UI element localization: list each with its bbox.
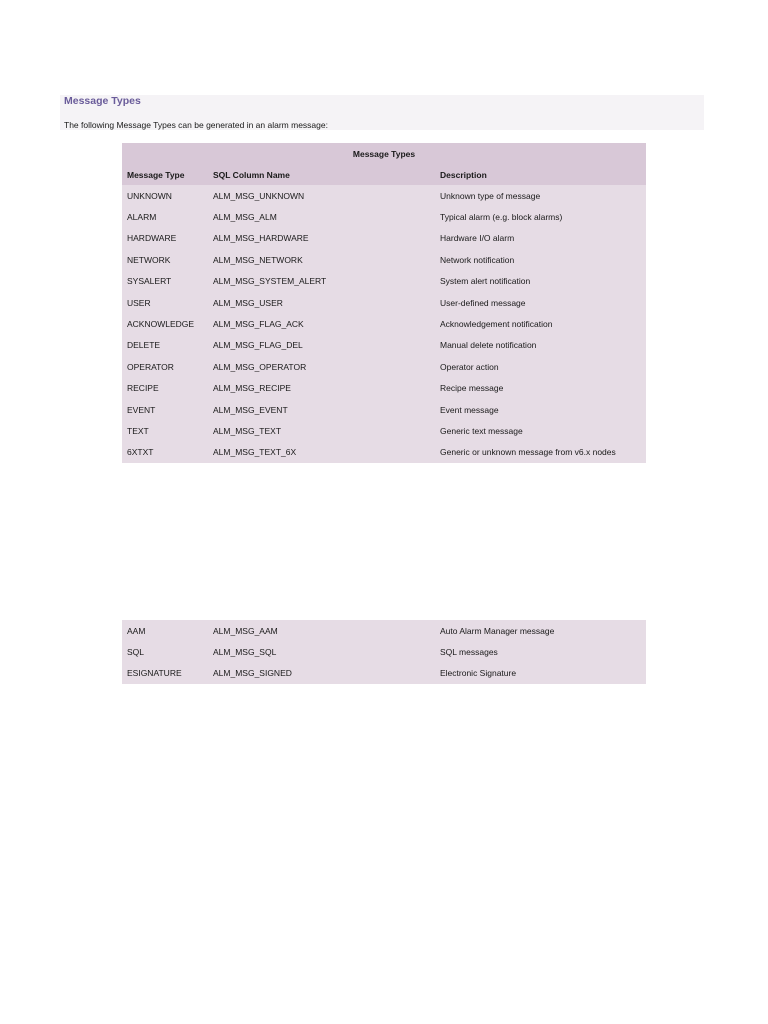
table-row — [122, 185, 646, 206]
message-types-table-continued — [122, 620, 646, 684]
table-row — [122, 206, 646, 227]
table-row — [122, 356, 646, 377]
cell-description: Hardware I/O alarm — [440, 233, 515, 244]
table-caption: Message Types — [122, 143, 646, 164]
cell-description: Acknowledgement notification — [440, 319, 553, 330]
table-row — [122, 641, 646, 662]
table-row — [122, 313, 646, 334]
cell-sql-column-name: ALM_MSG_SYSTEM_ALERT — [213, 276, 327, 287]
table-row — [122, 292, 646, 313]
cell-sql-column-name: ALM_MSG_SIGNED — [213, 668, 292, 679]
table-caption-row — [122, 143, 646, 164]
cell-message-type: USER — [127, 297, 151, 308]
table-row — [122, 399, 646, 420]
cell-message-type: RECIPE — [127, 383, 159, 394]
section-title: Message Types — [64, 95, 141, 107]
cell-description: Auto Alarm Manager message — [440, 625, 555, 636]
cell-sql-column-name: ALM_MSG_SQL — [213, 647, 277, 658]
table-row — [122, 663, 646, 684]
cell-sql-column-name: ALM_MSG_AAM — [213, 625, 278, 636]
cell-message-type: SYSALERT — [127, 276, 172, 287]
cell-description: Event message — [440, 404, 499, 415]
cell-message-type: NETWORK — [127, 254, 171, 265]
cell-message-type: AAM — [127, 625, 146, 636]
column-header-sql-column-name: SQL Column Name — [208, 164, 435, 185]
cell-message-type: HARDWARE — [127, 233, 177, 244]
cell-description: Generic text message — [440, 425, 523, 436]
cell-message-type: EVENT — [127, 404, 156, 415]
cell-sql-column-name: ALM_MSG_ALM — [213, 212, 277, 223]
cell-description: Operator action — [440, 361, 499, 372]
cell-sql-column-name: ALM_MSG_UNKNOWN — [213, 190, 305, 201]
cell-message-type: UNKNOWN — [127, 190, 172, 201]
table-row — [122, 420, 646, 441]
cell-sql-column-name: ALM_MSG_FLAG_ACK — [213, 319, 304, 330]
cell-description: System alert notification — [440, 276, 531, 287]
table-header-row — [122, 164, 646, 185]
cell-message-type: OPERATOR — [127, 361, 174, 372]
cell-message-type: TEXT — [127, 425, 149, 436]
cell-sql-column-name: ALM_MSG_USER — [213, 297, 283, 308]
cell-message-type: SQL — [127, 647, 145, 658]
table-row — [122, 228, 646, 249]
column-header-message-type: Message Type — [122, 164, 208, 185]
table-row — [122, 249, 646, 270]
cell-sql-column-name: ALM_MSG_OPERATOR — [213, 361, 307, 372]
cell-sql-column-name: ALM_MSG_NETWORK — [213, 254, 303, 265]
cell-description: Recipe message — [440, 383, 504, 394]
cell-message-type: DELETE — [127, 340, 161, 351]
cell-sql-column-name: ALM_MSG_TEXT — [213, 425, 282, 436]
table-row — [122, 271, 646, 292]
cell-sql-column-name: ALM_MSG_HARDWARE — [213, 233, 309, 244]
cell-description: Unknown type of message — [440, 190, 541, 201]
table-row — [122, 620, 646, 641]
message-types-table — [122, 143, 646, 463]
cell-sql-column-name: ALM_MSG_RECIPE — [213, 383, 291, 394]
cell-sql-column-name: ALM_MSG_FLAG_DEL — [213, 340, 303, 351]
cell-message-type: ACKNOWLEDGE — [127, 319, 195, 330]
table-row — [122, 378, 646, 399]
cell-description: Network notification — [440, 254, 515, 265]
cell-message-type: 6XTXT — [127, 447, 154, 458]
cell-description: Generic or unknown message from v6.x nodes — [440, 447, 616, 458]
cell-description: Manual delete notification — [440, 340, 537, 351]
section-header — [60, 95, 704, 130]
cell-message-type: ESIGNATURE — [127, 668, 182, 679]
cell-description: Electronic Signature — [440, 668, 517, 679]
cell-message-type: ALARM — [127, 212, 157, 223]
table-row — [122, 442, 646, 463]
table-row — [122, 335, 646, 356]
intro-text: The following Message Types can be generated in an alarm message: — [64, 120, 328, 130]
column-header-description: Description — [435, 164, 646, 185]
cell-sql-column-name: ALM_MSG_TEXT_6X — [213, 447, 297, 458]
cell-description: User-defined message — [440, 297, 526, 308]
cell-sql-column-name: ALM_MSG_EVENT — [213, 404, 288, 415]
cell-description: Typical alarm (e.g. block alarms) — [440, 212, 563, 223]
cell-description: SQL messages — [440, 647, 498, 658]
